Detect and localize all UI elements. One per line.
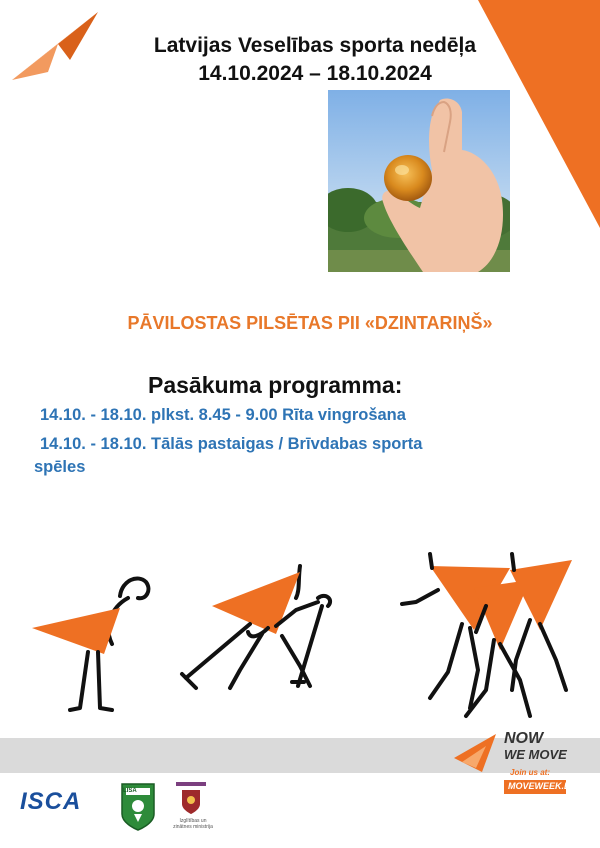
brand-line-we-move: WE MOVE — [504, 747, 567, 762]
ministry-text: Izglītības un zinātnes ministrija — [173, 818, 213, 830]
running-group-figures — [402, 554, 572, 716]
event-title: Latvijas Veselības sporta nedēļa — [153, 34, 477, 57]
isca-logo: ISCA — [20, 788, 82, 815]
join-us-text: Join us at: — [510, 768, 551, 777]
ministry-emblem — [176, 782, 206, 816]
program-item-continuation: spēles — [34, 458, 86, 476]
now-we-move-logo — [452, 728, 582, 798]
moveweek-link[interactable]: MOVEWEEK.EU — [508, 781, 577, 791]
lisa-logo-text: LISA — [123, 788, 137, 794]
program-item: 14.10. - 18.10. plkst. 8.45 - 9.00 Rīta vingrošana — [40, 406, 406, 424]
partner-logos — [20, 782, 220, 842]
organization-name: PĀVILOSTAS PILSĒTAS PII «DZINTARIŅŠ» — [127, 313, 493, 333]
event-dates: 14.10.2024 – 18.10.2024 — [198, 62, 432, 85]
program-item: 14.10. - 18.10. Tālās pastaigas / Brīvdabas sporta — [40, 435, 423, 453]
program-title: Pasākuma programma: — [148, 372, 403, 398]
stretching-figure — [32, 578, 148, 710]
amber-photo — [328, 90, 510, 272]
stick-figures-illustration — [0, 540, 600, 750]
brand-line-now: NOW — [504, 730, 544, 747]
nordic-walking-figure — [182, 566, 330, 688]
